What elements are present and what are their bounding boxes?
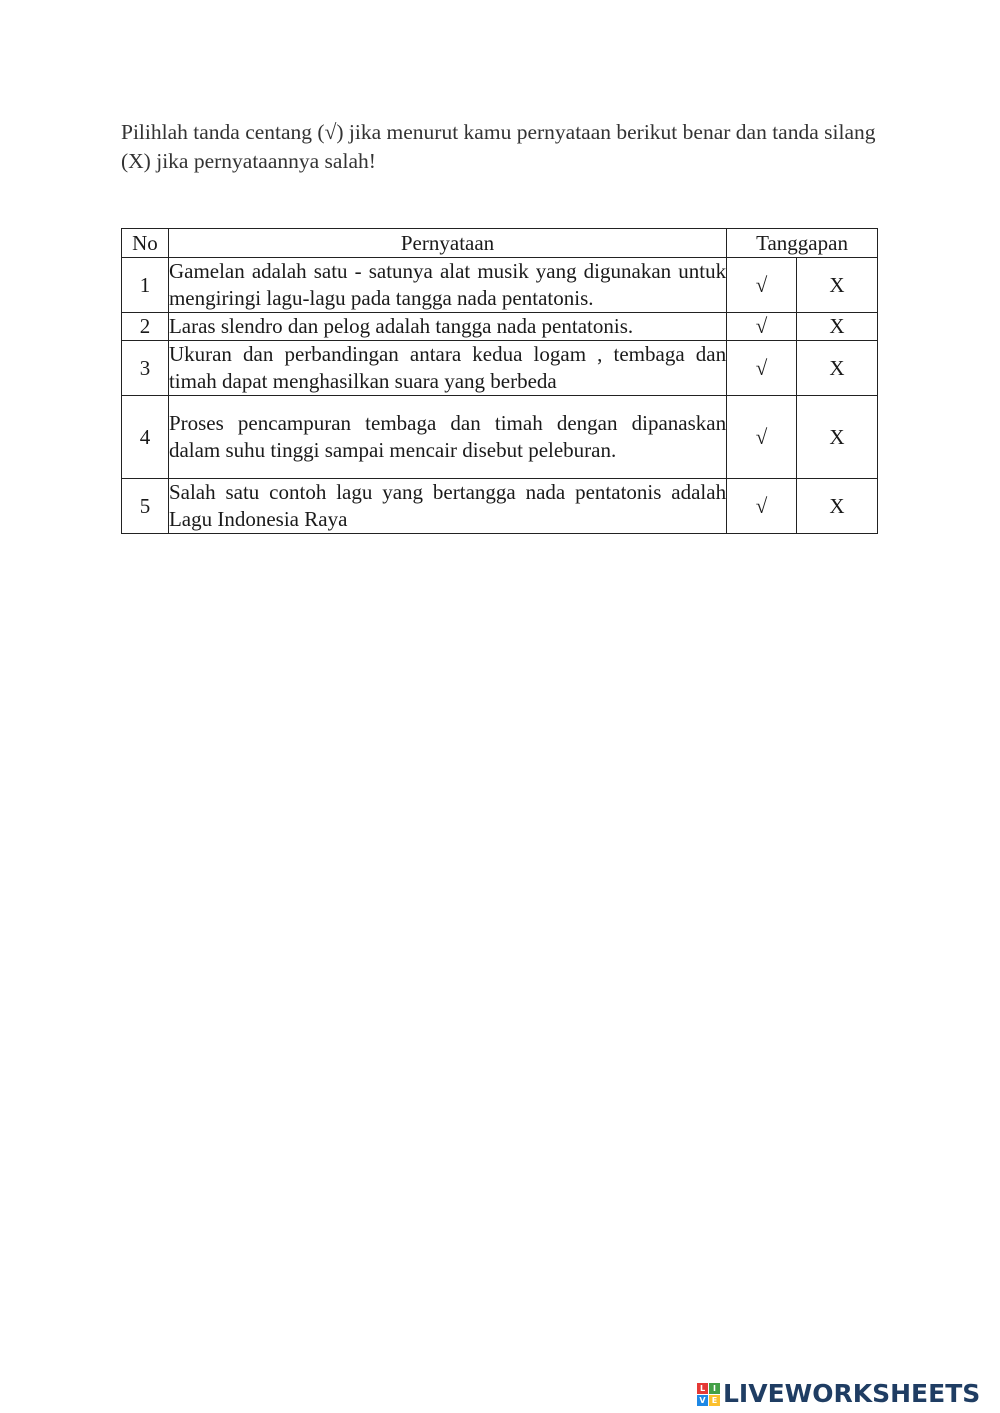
table-row — [122, 313, 878, 341]
header-response: Tanggapan — [727, 229, 878, 258]
row-statement: Gamelan adalah satu - satunya alat musik yang digunakan untuk mengiringi lagu-lagu pada tangga nada pentatonis. — [168, 258, 726, 313]
table-row — [122, 341, 878, 396]
row-statement: Salah satu contoh lagu yang bertangga nada pentatonis adalah Lagu Indonesia Raya — [168, 479, 726, 534]
row-number: 2 — [122, 313, 169, 341]
check-option[interactable]: √ — [727, 479, 797, 534]
table-header-row — [122, 229, 878, 258]
row-number: 4 — [122, 396, 169, 479]
logo-square-i: I — [709, 1383, 720, 1394]
logo-square-e: E — [709, 1395, 720, 1406]
cross-option[interactable]: X — [797, 479, 878, 534]
row-number: 3 — [122, 341, 169, 396]
table-row — [122, 258, 878, 313]
cross-option[interactable]: X — [797, 341, 878, 396]
liveworksheets-logo-icon — [697, 1383, 720, 1406]
row-number: 1 — [122, 258, 169, 313]
logo-square-l: L — [697, 1383, 708, 1394]
cross-option[interactable]: X — [797, 396, 878, 479]
table-row — [122, 396, 878, 479]
row-statement: Ukuran dan perbandingan antara kedua logam , tembaga dan timah dapat menghasilkan suara yang berbeda — [168, 341, 726, 396]
check-option[interactable]: √ — [727, 258, 797, 313]
liveworksheets-wordmark: LIVEWORKSHEETS — [723, 1379, 981, 1408]
row-statement: Laras slendro dan pelog adalah tangga nada pentatonis. — [168, 313, 726, 341]
table-row — [122, 479, 878, 534]
check-option[interactable]: √ — [727, 396, 797, 479]
check-option[interactable]: √ — [727, 313, 797, 341]
row-statement: Proses pencampuran tembaga dan timah dengan dipanaskan dalam suhu tinggi sampai mencair disebut peleburan. — [168, 396, 726, 479]
logo-square-v: V — [697, 1395, 708, 1406]
row-number: 5 — [122, 479, 169, 534]
statement-table — [121, 228, 878, 534]
liveworksheets-watermark — [697, 1379, 980, 1409]
check-option[interactable]: √ — [727, 341, 797, 396]
cross-option[interactable]: X — [797, 258, 878, 313]
header-no: No — [122, 229, 169, 258]
cross-option[interactable]: X — [797, 313, 878, 341]
instruction-text: Pilihlah tanda centang (√) jika menurut kamu pernyataan berikut benar dan tanda silang (X) jika pernyataannya salah! — [121, 120, 876, 173]
header-statement: Pernyataan — [168, 229, 726, 258]
